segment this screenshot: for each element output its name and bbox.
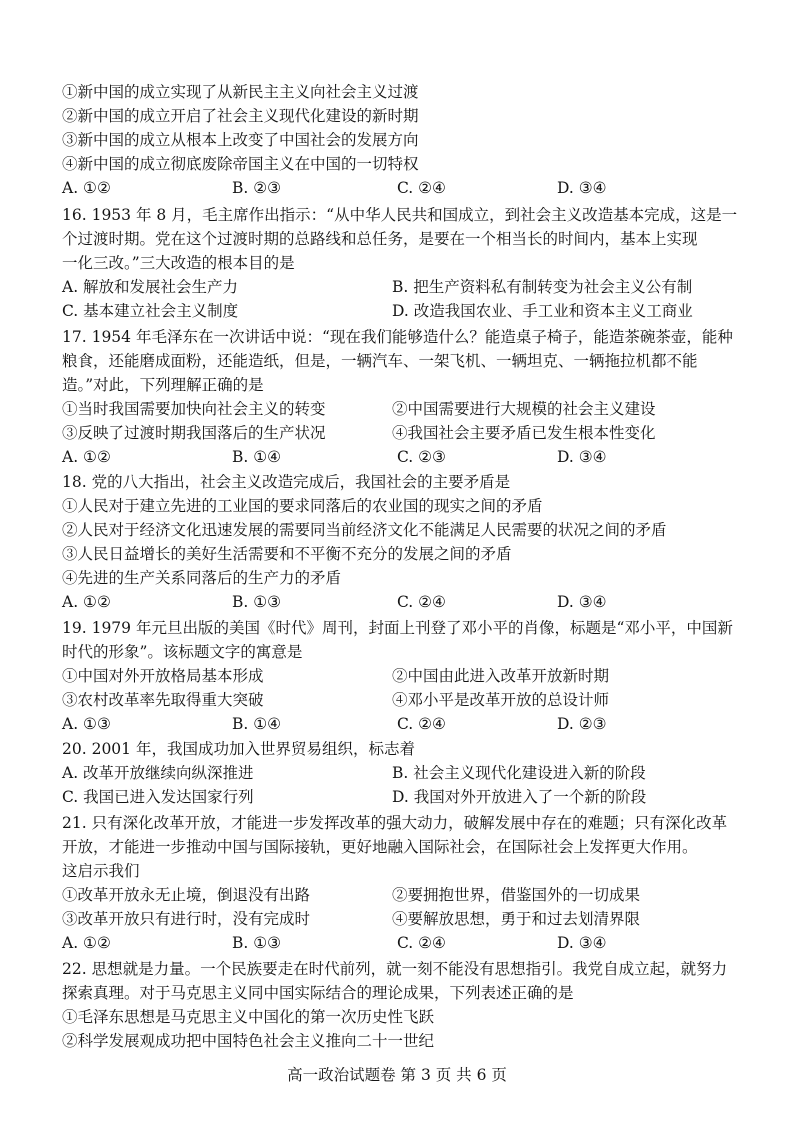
- q21-statement-1: ①改革开放永无止境，倒退没有出路: [62, 886, 311, 904]
- q21-statements-row-2: [62, 907, 754, 931]
- q16-options-row-1: [62, 275, 754, 299]
- q21-options: [62, 931, 754, 955]
- q19-option-c: C. ②④: [397, 715, 446, 733]
- q19-statements-row-2: [62, 688, 754, 712]
- q20-option-a: A. 改革开放继续向纵深推进: [62, 764, 254, 782]
- q19-option-a: A. ①③: [62, 715, 111, 733]
- q18-statement-3: ③人民日益增长的美好生活需要和不平衡不充分的发展之间的矛盾: [62, 545, 512, 563]
- q17-options: [62, 445, 754, 469]
- q19-statement-3: ③农村改革率先取得重大突破: [62, 691, 264, 709]
- q22-stem-1: 22. 思想就是力量。一个民族要走在时代前列，就一刻不能没有思想指引。我党自成立起，就努力: [62, 960, 728, 978]
- q20-options-row-2: [62, 785, 754, 809]
- q17-option-d: D. ③④: [557, 448, 607, 466]
- q21-statement-3: ③改革开放只有进行时，没有完成时: [62, 910, 311, 928]
- q19-stem-1: 19. 1979 年元旦出版的美国《时代》周刊，封面上刊登了邓小平的肖像，标题是“邓小平，中国新: [62, 619, 733, 637]
- page-footer: 高一政治试题卷 第 3 页 共 6 页: [287, 1066, 507, 1084]
- q15-option-c: C. ②④: [397, 179, 446, 197]
- q19-statement-1: ①中国对外开放格局基本形成: [62, 667, 264, 685]
- q20-options-row-1: [62, 761, 754, 785]
- q16-option-c: C. 基本建立社会主义制度: [62, 302, 239, 320]
- q17-stem-1: 17. 1954 年毛泽东在一次讲话中说：“现在我们能够造什么？能造桌子椅子，能造茶碗茶壶，能种: [62, 328, 733, 346]
- q15-statement-4: ④新中国的成立彻底废除帝国主义在中国的一切特权: [62, 155, 419, 173]
- q19-option-b: B. ①④: [232, 715, 282, 733]
- q19-statement-2: ②中国由此进入改革开放新时期: [392, 667, 610, 685]
- q19-statement-4: ④邓小平是改革开放的总设计师: [392, 691, 610, 709]
- q17-statements-row-2: [62, 421, 754, 445]
- q17-statement-2: ②中国需要进行大规模的社会主义建设: [392, 400, 656, 418]
- q21-statement-2: ②要拥抱世界，借鉴国外的一切成果: [392, 886, 641, 904]
- q17-statement-3: ③反映了过渡时期我国落后的生产状况: [62, 424, 326, 442]
- q18-statement-1: ①人民对于建立先进的工业国的要求同落后的农业国的现实之间的矛盾: [62, 497, 543, 515]
- q20-option-b: B. 社会主义现代化建设进入新的阶段: [392, 764, 646, 782]
- q18-statement-4: ④先进的生产关系同落后的生产力的矛盾: [62, 569, 342, 587]
- q18-statement-2: ②人民对于经济文化迅速发展的需要同当前经济文化不能满足人民需要的状况之间的矛盾: [62, 521, 667, 539]
- q22-stem-2: 探索真理。对于马克思主义同中国实际结合的理论成果，下列表述正确的是: [62, 984, 574, 1002]
- q22-statement-2: ②科学发展观成功把中国特色社会主义推向二十一世纪: [62, 1032, 435, 1050]
- q17-statements-row-1: [62, 397, 754, 421]
- q15-options: [62, 176, 754, 200]
- q20-option-d: D. 我国对外开放进入了一个新的阶段: [392, 788, 647, 806]
- q18-option-a: A. ①②: [62, 593, 111, 611]
- q15-option-d: D. ③④: [557, 179, 607, 197]
- q17-option-b: B. ①④: [232, 448, 282, 466]
- q21-statement-4: ④要解放思想，勇于和过去划清界限: [392, 910, 641, 928]
- q17-statement-1: ①当时我国需要加快向社会主义的转变: [62, 400, 326, 418]
- q16-stem-1: 16. 1953 年 8 月，毛主席作出指示：“从中华人民共和国成立，到社会主义改造基本完成，这是一: [62, 206, 738, 224]
- q21-option-d: D. ③④: [557, 934, 607, 952]
- q20-option-c: C. 我国已进入发达国家行列: [62, 788, 254, 806]
- q17-stem-2: 粮食，还能磨成面粉，还能造纸，但是，一辆汽车、一架飞机、一辆坦克、一辆拖拉机都不能: [62, 352, 698, 370]
- q17-option-a: A. ①②: [62, 448, 111, 466]
- q18-options: [62, 590, 754, 614]
- q21-option-b: B. ①③: [232, 934, 282, 952]
- q17-option-c: C. ②③: [397, 448, 446, 466]
- q21-option-c: C. ②④: [397, 934, 446, 952]
- q16-option-a: A. 解放和发展社会生产力: [62, 278, 239, 296]
- q21-stem-1: 21. 只有深化改革开放，才能进一步发挥改革的强大动力，破解发展中存在的难题；只有深化改革: [62, 814, 728, 832]
- q20-stem-1: 20. 2001 年，我国成功加入世界贸易组织，标志着: [62, 740, 415, 758]
- q16-stem-3: 一化三改。”三大改造的根本目的是: [62, 254, 295, 272]
- q16-options-row-2: [62, 299, 754, 323]
- q17-statement-4: ④我国社会主要矛盾已发生根本性变化: [392, 424, 656, 442]
- q19-statements-row-1: [62, 664, 754, 688]
- q21-statements-row-1: [62, 883, 754, 907]
- q18-option-b: B. ①③: [232, 593, 282, 611]
- q17-stem-3: 造。”对此，下列理解正确的是: [62, 376, 264, 394]
- q21-stem-3: 这启示我们: [62, 862, 140, 880]
- q22-statement-1: ①毛泽东思想是马克思主义中国化的第一次历史性飞跃: [62, 1008, 435, 1026]
- q21-stem-2: 开放，才能进一步推动中国与国际接轨，更好地融入国际社会，在国际社会上发挥更大作用。: [62, 838, 698, 856]
- q15-statement-1: ①新中国的成立实现了从新民主主义向社会主义过渡: [62, 83, 419, 101]
- q15-option-a: A. ①②: [62, 179, 111, 197]
- q15-statement-3: ③新中国的成立从根本上改变了中国社会的发展方向: [62, 131, 419, 149]
- q18-option-c: C. ②④: [397, 593, 446, 611]
- q19-option-d: D. ②③: [557, 715, 607, 733]
- q18-option-d: D. ③④: [557, 593, 607, 611]
- q15-statement-2: ②新中国的成立开启了社会主义现代化建设的新时期: [62, 107, 419, 125]
- q18-stem-1: 18. 党的八大指出，社会主义改造完成后，我国社会的主要矛盾是: [62, 473, 511, 491]
- q19-stem-2: 时代的形象”。该标题文字的寓意是: [62, 643, 303, 661]
- q16-option-d: D. 改造我国农业、手工业和资本主义工商业: [392, 302, 693, 320]
- q21-option-a: A. ①②: [62, 934, 111, 952]
- q16-option-b: B. 把生产资料私有制转变为社会主义公有制: [392, 278, 693, 296]
- q16-stem-2: 个过渡时期。党在这个过渡时期的总路线和总任务，是要在一个相当长的时间内，基本上实现: [62, 230, 698, 248]
- q19-options: [62, 712, 754, 736]
- q15-option-b: B. ②③: [232, 179, 282, 197]
